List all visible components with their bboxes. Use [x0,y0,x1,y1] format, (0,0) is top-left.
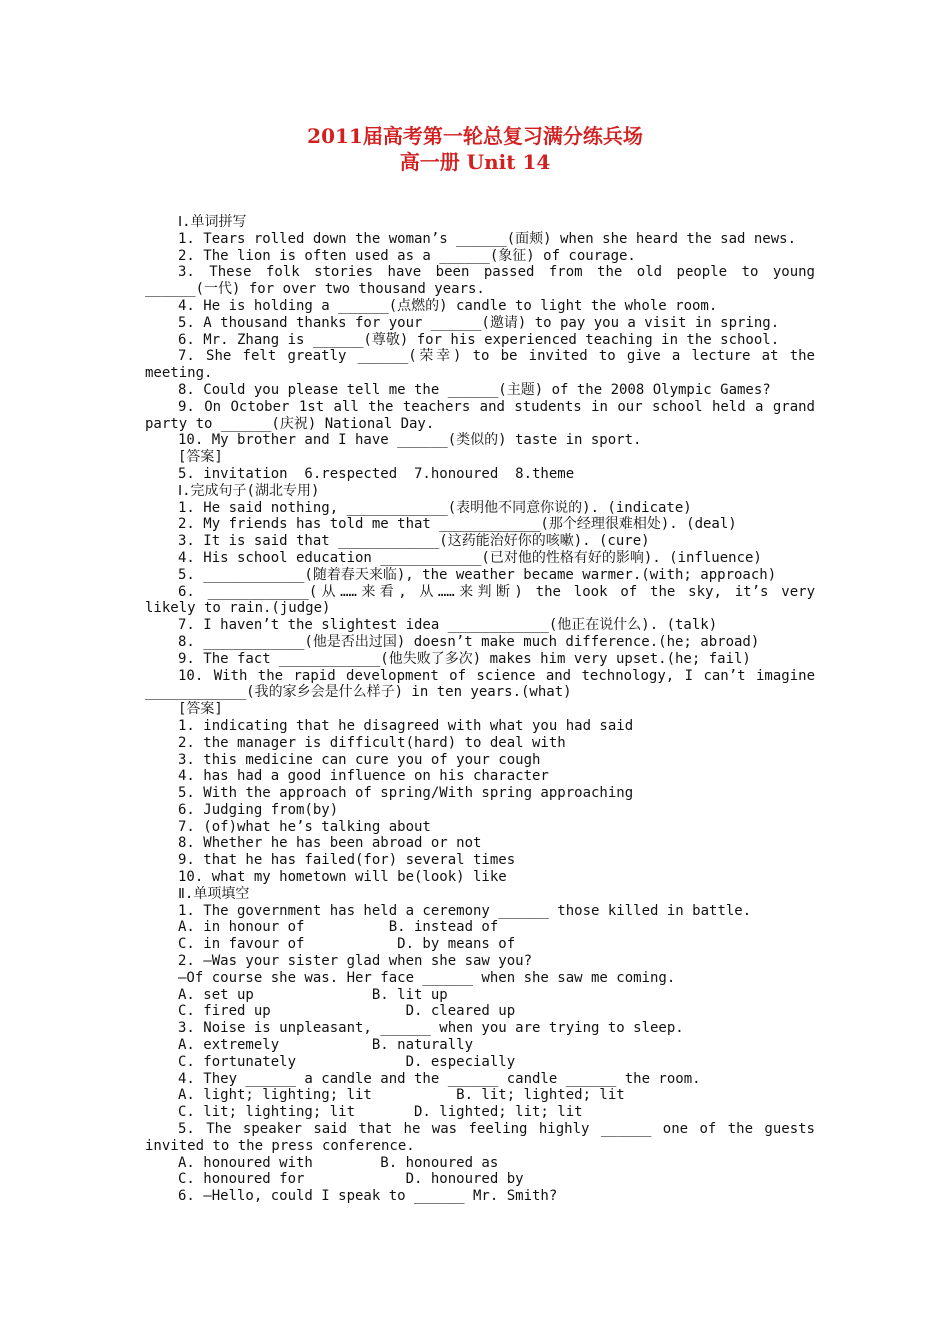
text-line: meeting. [145,365,213,382]
text-line: ______(一代) for over two thousand years. [145,281,485,298]
text-line: 8. ____________(他是否出过国) doesn’t make much difference.(he; abroad) [178,633,760,650]
text-line: 6. Judging from(by) [178,801,339,818]
text-line: 9. that he has failed(for) several times [178,852,516,869]
text-line: 6. ____________(从……来看, 从……来判断) the look of the sky, it’s very [178,583,815,600]
document-body [145,214,815,1205]
text-line: A. honoured with B. honoured as [178,1154,499,1171]
text-line: 10. With the rapid development of science and technology, I can’t imagine [178,667,815,684]
text-line: 2. the manager is difficult(hard) to deal with [178,734,566,751]
text-line: party to ______(庆祝) National Day. [145,415,435,432]
text-line: 7. I haven’t the slightest idea ____________(他正在说什么). (talk) [178,617,718,634]
text-line: 10. My brother and I have ______(类似的) taste in sport. [178,432,642,449]
text-line: ____________(我的家乡会是什么样子) in ten years.(what) [145,684,572,701]
text-line: 4. They ______ a candle and the ______ candle ______ the room. [178,1070,701,1087]
text-line: 8. Could you please tell me the ______(主题) of the 2008 Olympic Games? [178,381,771,398]
text-line: 1. Tears rolled down the woman’s ______(面颊) when she heard the sad news. [178,230,797,247]
text-line: 1. indicating that he disagreed with what you had said [178,717,634,734]
text-line: 5. invitation 6.respected 7.honoured 8.theme [178,465,575,482]
text-line: C. lit; lighting; lit D. lighted; lit; lit [178,1104,583,1121]
text-line: Ⅰ.单词拼写 [178,214,247,230]
text-line: Ⅰ.完成句子(湖北专用) [178,482,320,499]
text-line: 1. He said nothing, ____________(表明他不同意你说的). (indicate) [178,499,692,516]
text-line: 2. The lion is often used as a ______(象征) of courage. [178,247,636,264]
text-line: 3. It is said that ____________(这药能治好你的咳嗽). (cure) [178,533,650,550]
text-line: A. extremely B. naturally [178,1037,474,1054]
text-line: —Of course she was. Her face ______ when she saw me coming. [178,969,676,986]
text-line: C. honoured for D. honoured by [178,1171,524,1188]
text-line: A. light; lighting; lit B. lit; lighted; lit [178,1087,625,1104]
text-line: 5. A thousand thanks for your ______(邀请) to pay you a visit in spring. [178,314,780,331]
text-line: C. in favour of D. by means of [178,936,516,953]
page-title: 2011届高考第一轮总复习满分练兵场 [307,124,643,148]
text-line: 6. —Hello, could I speak to ______ Mr. Smith? [178,1188,558,1205]
text-line: invited to the press conference. [145,1137,415,1154]
text-line: [答案] [178,701,223,718]
text-line: Ⅱ.单项填空 [178,885,250,902]
text-line: C. fired up D. cleared up [178,1003,516,1020]
text-line: 9. The fact ____________(他失败了多次) makes him very upset.(he; fail) [178,650,751,667]
text-line: 4. He is holding a ______(点燃的) candle to light the whole room. [178,297,718,314]
text-line: 2. My friends has told me that ____________(那个经理很难相处). (deal) [178,516,737,533]
text-line: 5. With the approach of spring/With spring approaching [178,785,634,802]
text-line: 4. His school education ____________(已对他的性格有好的影响). (influence) [178,549,762,566]
text-line: 3. Noise is unpleasant, ______ when you are trying to sleep. [178,1020,684,1037]
page-subtitle: 高一册 Unit 14 [399,150,551,174]
text-line: 8. Whether he has been abroad or not [178,835,482,852]
text-line: 7. She felt greatly ______(荣幸) to be invited to give a lecture at the [178,348,815,365]
text-line: 3. this medicine can cure you of your cough [178,751,541,768]
text-line: 10. what my hometown will be(look) like [178,869,507,886]
text-line: 3. These folk stories have been passed from the old people to young [178,264,815,281]
text-line: A. set up B. lit up [178,986,448,1003]
text-line: A. in honour of B. instead of [178,919,499,936]
text-line: likely to rain.(judge) [145,600,331,617]
text-line: 6. Mr. Zhang is ______(尊敬) for his experienced teaching in the school. [178,331,780,348]
text-line: C. fortunately D. especially [178,1053,516,1070]
text-line: 5. The speaker said that he was feeling highly ______ one of the guests [178,1121,815,1138]
text-line: 5. ____________(随着春天来临), the weather became warmer.(with; approach) [178,566,777,583]
text-line: [答案] [178,449,223,466]
text-line: 2. —Was your sister glad when she saw you? [178,953,533,970]
text-line: 4. has had a good influence on his character [178,768,549,785]
text-line: 1. The government has held a ceremony ______ those killed in battle. [178,902,752,919]
text-line: 7. (of)what he’s talking about [178,818,431,835]
text-line: 9. On October 1st all the teachers and students in our school held a grand [178,398,815,415]
